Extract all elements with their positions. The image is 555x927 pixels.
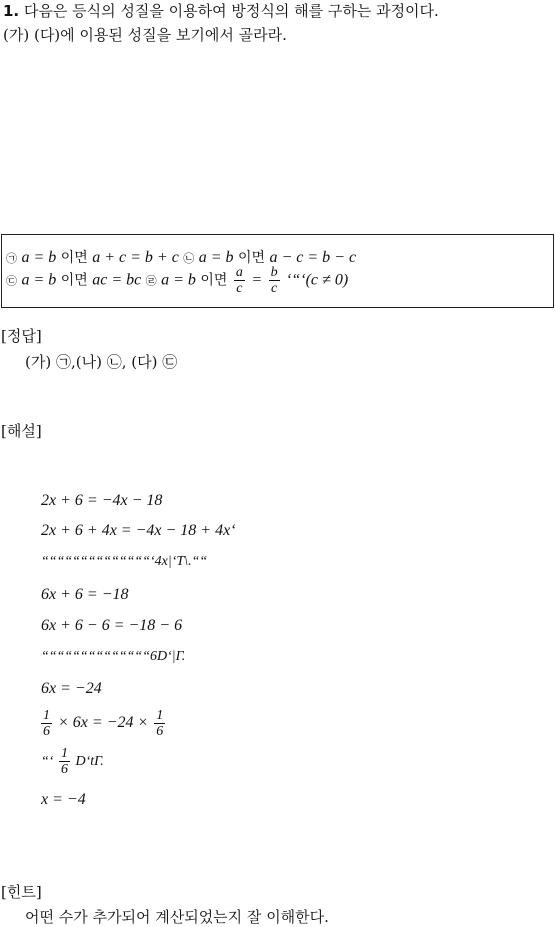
fraction-numerator: 1	[156, 707, 164, 723]
step-6-note: ““““““““““““““6D‘|Γ.	[41, 649, 186, 664]
fraction-numerator: 1	[60, 746, 68, 762]
step-5: 6x + 6 − 6 = −18 − 6	[41, 617, 183, 634]
question-text-1: 다음은 등식의 성질을 이용하여 방정식의 해를 구하는 과정이다.	[23, 2, 439, 20]
question-number: 1.	[3, 2, 20, 20]
step-8-middle: × 6x = −24 ×	[58, 714, 149, 731]
choice-1-premise: a = b	[21, 249, 57, 266]
step-10: x = −4	[41, 791, 86, 808]
choice-2-connective: 이면	[237, 250, 266, 266]
choice-4-premise: a = b	[161, 271, 196, 289]
step-8	[39, 706, 167, 740]
step-2: 2x + 6 + 4x = −4x − 18 + 4x‘	[41, 522, 236, 539]
choice-3-premise: a = b	[21, 271, 57, 289]
step-4: 6x + 6 = −18	[41, 586, 129, 603]
marker-nieun: ㉡	[183, 252, 195, 265]
choice-4-connective: 이면	[200, 272, 228, 289]
fraction-numerator: a	[235, 265, 243, 280]
step-9-prefix: “‘	[41, 754, 54, 769]
step-7: 6x = −24	[41, 680, 102, 697]
answer-text: (가) ㉠,(나) ㉡, (다) ㉢	[25, 353, 178, 371]
hint-text: 어떤 수가 추가되어 계산되었는지 잘 이해한다.	[25, 908, 329, 926]
choice-2-premise: a = b	[198, 249, 234, 266]
fraction-denominator: 6	[156, 723, 164, 739]
fraction-one-sixth	[154, 708, 165, 739]
condition-text: ‘“‘(c ≠ 0)	[286, 271, 349, 289]
step-3-note: ““““““““““““““‘4x|‘T\.““	[41, 554, 208, 569]
fraction-one-sixth	[59, 746, 70, 777]
fraction-one-sixth	[41, 708, 52, 739]
fraction-denominator: 6	[43, 723, 50, 739]
fraction-a-over-c	[234, 265, 245, 296]
equals-sign: =	[251, 271, 263, 289]
explanation-heading: [해설]	[1, 422, 42, 440]
marker-rieul: ㉣	[145, 274, 157, 288]
fraction-numerator: 1	[43, 707, 50, 723]
choices-row-2	[6, 265, 348, 297]
marker-digeut: ㉢	[6, 274, 17, 288]
choice-2-result: a − c = b − c	[269, 249, 357, 266]
question-text-2: (가) (다)에 이용된 성질을 보기에서 골라라.	[3, 26, 287, 44]
choice-1-result: a + c = b + c	[92, 249, 179, 266]
step-9-note	[41, 745, 104, 779]
choice-1-connective: 이면	[60, 250, 88, 266]
step-1: 2x + 6 = −4x − 18	[41, 492, 163, 509]
choice-3-connective: 이면	[60, 272, 88, 289]
fraction-denominator: 6	[60, 762, 68, 778]
fraction-denominator: c	[270, 281, 278, 296]
fraction-b-over-c	[269, 265, 280, 296]
fraction-denominator: c	[236, 281, 243, 296]
answer-heading: [정답]	[1, 327, 42, 345]
fraction-numerator: b	[270, 265, 278, 280]
marker-giyeok: ㉠	[6, 252, 17, 265]
step-9-suffix: D‘tΓ.	[75, 754, 104, 769]
choice-3-result: ac = bc	[92, 271, 142, 289]
hint-heading: [힌트]	[1, 883, 42, 901]
question-line-1	[3, 2, 439, 20]
